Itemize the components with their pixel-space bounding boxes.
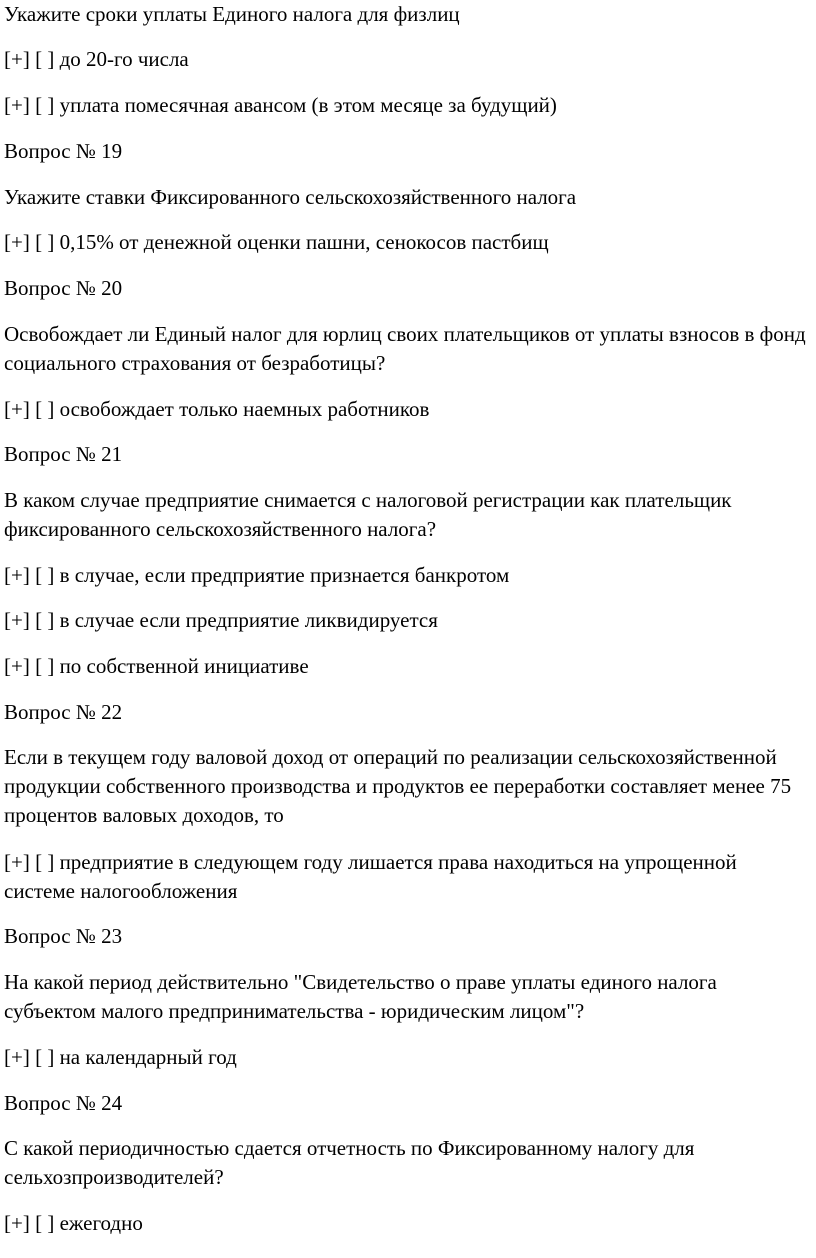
question-number: Вопрос № 22 (4, 700, 123, 724)
question-number: Вопрос № 20 (4, 276, 123, 300)
question-number: Вопрос № 24 (4, 1091, 123, 1115)
question-text: В каком случае предприятие снимается с налоговой регистрации как плательщик фиксированного сельскохозяйственного налога? (4, 488, 732, 541)
answer-option: [+] [ ] предприятие в следующем году лишается права находиться на упрощенной системе налогообложения (4, 850, 737, 903)
question-text: Укажите ставки Фиксированного сельскохозяйственного налога (4, 185, 577, 209)
answer-option: [+] [ ] уплата помесячная авансом (в этом месяце за будущий) (4, 93, 557, 117)
answer-option: [+] [ ] по собственной инициативе (4, 654, 309, 678)
answer-option: [+] [ ] в случае если предприятие ликвидируется (4, 608, 438, 632)
question-number: Вопрос № 21 (4, 442, 123, 466)
answer-option: [+] [ ] в случае, если предприятие признается банкротом (4, 563, 510, 587)
answer-option: [+] [ ] ежегодно (4, 1211, 143, 1235)
answer-option: [+] [ ] на календарный год (4, 1045, 237, 1069)
question-text: Если в текущем году валовой доход от операций по реализации сельскохозяйственной продукции собственного производства и продуктов ее переработки составляет менее 75 процентов валовых доходов, то (4, 745, 792, 827)
answer-option: [+] [ ] 0,15% от денежной оценки пашни, сенокосов пастбищ (4, 230, 549, 254)
question-text: Освобождает ли Единый налог для юрлиц своих плательщиков от уплаты взносов в фонд социального страхования от безработицы? (4, 322, 806, 375)
question-number: Вопрос № 23 (4, 924, 123, 948)
answer-option: [+] [ ] освобождает только наемных работников (4, 397, 430, 421)
question-text: С какой периодичностью сдается отчетность по Фиксированному налогу для сельхозпроизводителей? (4, 1136, 695, 1189)
question-text: Укажите сроки уплаты Единого налога для физлиц (4, 2, 460, 26)
answer-option: [+] [ ] до 20-го числа (4, 47, 189, 71)
question-number: Вопрос № 19 (4, 139, 123, 163)
question-text: На какой период действительно "Свидетельство о праве уплаты единого налога субъектом малого предпринимательства - юридическим лицом"? (4, 970, 717, 1023)
